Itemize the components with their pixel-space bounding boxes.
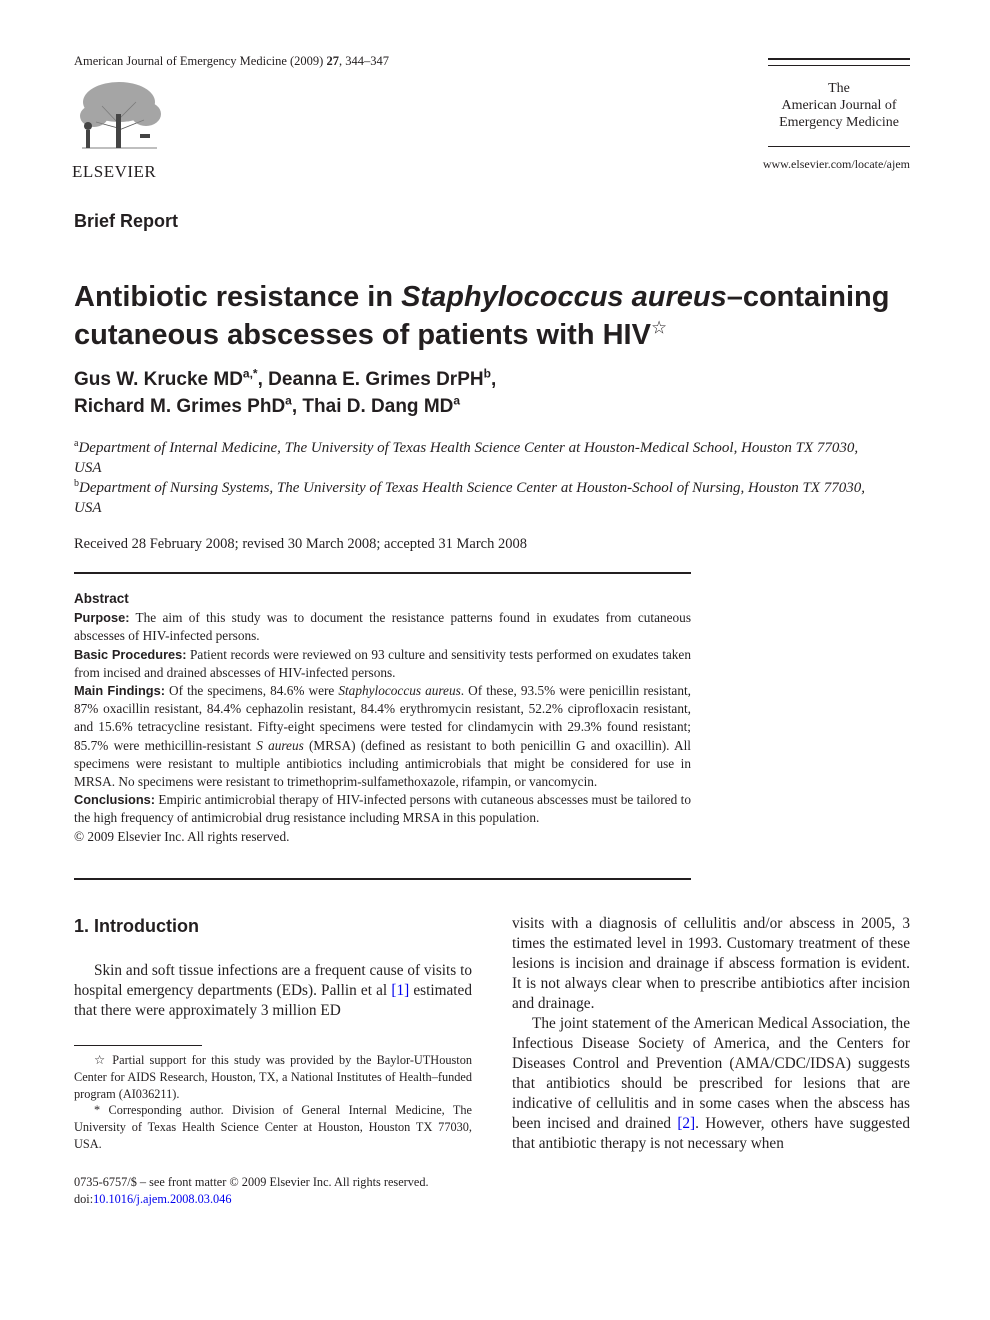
journal-reference: American Journal of Emergency Medicine (2009) 27, 344–347 <box>74 54 389 68</box>
body-column-right <box>512 914 910 1154</box>
paragraph: Skin and soft tissue infections are a frequent cause of visits to hospital emergency departments (EDs). Pallin et al [1] estimated that there were approximately 3 million ED <box>74 962 472 1019</box>
footnote-star-mark[interactable]: ☆ <box>650 317 668 338</box>
author-list <box>74 366 774 420</box>
citation-link[interactable]: [2] <box>677 1115 696 1132</box>
abstract-findings: Main Findings: Of the specimens, 84.6% were Staphylococcus aureus. Of these, 93.5% were penicillin resistant, 87% oxacillin resistant, 84.4% cephazolin resistant, 84.4% erythromycin resistant, 52.2% ciprofloxacin resistant, and 15.6% tetracycline resistant. Fifty-eight specimens were tested for clindamycin with 29.3% found resistant; 85.7% were methicillin-resistant S aureus (MRSA) (defined as resistant to both penicillin G and oxacillin). All specimens were resistant to multiple antibiotics including antimicrobials that might be considered for use in MRSA. No specimens were resistant to trimethoprim-sulfamethoxazole, rifampin, or vancomycin. <box>74 683 691 790</box>
doi-link[interactable]: 10.1016/j.ajem.2008.03.046 <box>93 1192 232 1206</box>
paragraph: The joint statement of the American Medical Association, the Infectious Disease Society of America, and the Centers for Diseases Control and Prevention (AMA/CDC/IDSA) suggests that antibiotics should be prescribed for lesions that are indicative of cellulitis and in some cases when the abscess has been incised and drained [2]. However, others have suggested that antibiotic therapy is not necessary when <box>512 1015 910 1152</box>
footnote-funding: ☆ Partial support for this study was provided by the Baylor-UTHouston Center for AIDS Research, Houston, TX, a National Institutes of Health–funded program (AI036211). <box>74 1053 472 1101</box>
received-dates: Received 28 February 2008; revised 30 March 2008; accepted 31 March 2008 <box>74 536 527 552</box>
section-heading-introduction: 1. Introduction <box>74 916 199 936</box>
doi-line: doi:10.1016/j.ajem.2008.03.046 <box>74 1192 232 1206</box>
abstract-purpose: Purpose: The aim of this study was to document the resistance patterns found in exudates from cutaneous abscesses of HIV-infected persons. <box>74 610 691 644</box>
citation-link[interactable]: [1] <box>391 982 410 999</box>
masthead-rule <box>768 58 910 60</box>
abstract-copyright: © 2009 Elsevier Inc. All rights reserved. <box>74 828 290 844</box>
issn-line: 0735-6757/$ – see front matter © 2009 Elsevier Inc. All rights reserved. <box>74 1175 429 1189</box>
footnote-rule <box>74 1045 202 1046</box>
author: Deanna E. Grimes DrPH$^b$, <box>268 366 497 390</box>
masthead-line: The <box>828 81 850 96</box>
author: Gus W. Krucke $MD^{a,*}$, <box>74 366 269 390</box>
abstract <box>74 590 691 846</box>
masthead-rule <box>768 146 910 147</box>
front-matter <box>74 1174 494 1208</box>
paragraph: visits with a diagnosis of cellulitis and/or abscess in 2005, 3 times the estimated level in 1993. Customary treatment of these lesions is incision and drainage if abscess formation is evident. It is not always clear when to prescribe antibiotics after incision and drainage. <box>512 915 910 1012</box>
author: Richard M. Grimes PhD$^a$, <box>74 393 303 417</box>
section-label: Brief Report <box>74 211 179 231</box>
masthead-line: Emergency Medicine <box>779 115 899 130</box>
affiliation: $^a$Department of Internal Medicine, The University of Texas Health Science Center at Houston-Medical School, Houston TX 77030, USA <box>74 438 859 476</box>
abstract-procedures: Basic Procedures: Patient records were reviewed on 93 culture and sensitivity tests performed on exudates taken from incised and drained abscesses of HIV-infected persons. <box>74 646 691 680</box>
journal-masthead <box>768 80 910 131</box>
publisher-name: ELSEVIER <box>72 162 157 181</box>
footnotes <box>74 1052 472 1153</box>
journal-url-link[interactable]: www.elsevier.com/locate/ajem <box>762 157 910 171</box>
article-title: Antibiotic resistance in Staphylococcus aureus–containing cutaneous abscesses of patients with HIV☆ <box>74 281 890 351</box>
abstract-heading: Abstract <box>74 591 129 606</box>
masthead-rule <box>768 65 910 66</box>
abstract-rule <box>74 572 691 574</box>
author: Thai D. Dang $MD^a$ <box>302 393 461 417</box>
abstract-conclusions: Conclusions: Empiric antimicrobial therapy of HIV-infected persons with cutaneous abscesses must be tailored to the high frequency of antimicrobial drug resistance including MRSA in this population. <box>74 792 691 826</box>
body-column-left <box>74 961 472 1021</box>
abstract-rule <box>74 878 691 880</box>
masthead-line: American Journal of <box>781 98 897 113</box>
elsevier-tree-logo <box>72 78 167 165</box>
affiliation: $^b$Department of Nursing Systems, The University of Texas Health Science Center at Houston-School of Nursing, Houston TX 77030, USA <box>74 478 866 516</box>
affiliations <box>74 438 874 518</box>
footnote-corresponding: * Corresponding author. Division of General Internal Medicine, The University of Texas Health Science Center at Houston, Houston TX 77030, USA. <box>74 1103 472 1151</box>
